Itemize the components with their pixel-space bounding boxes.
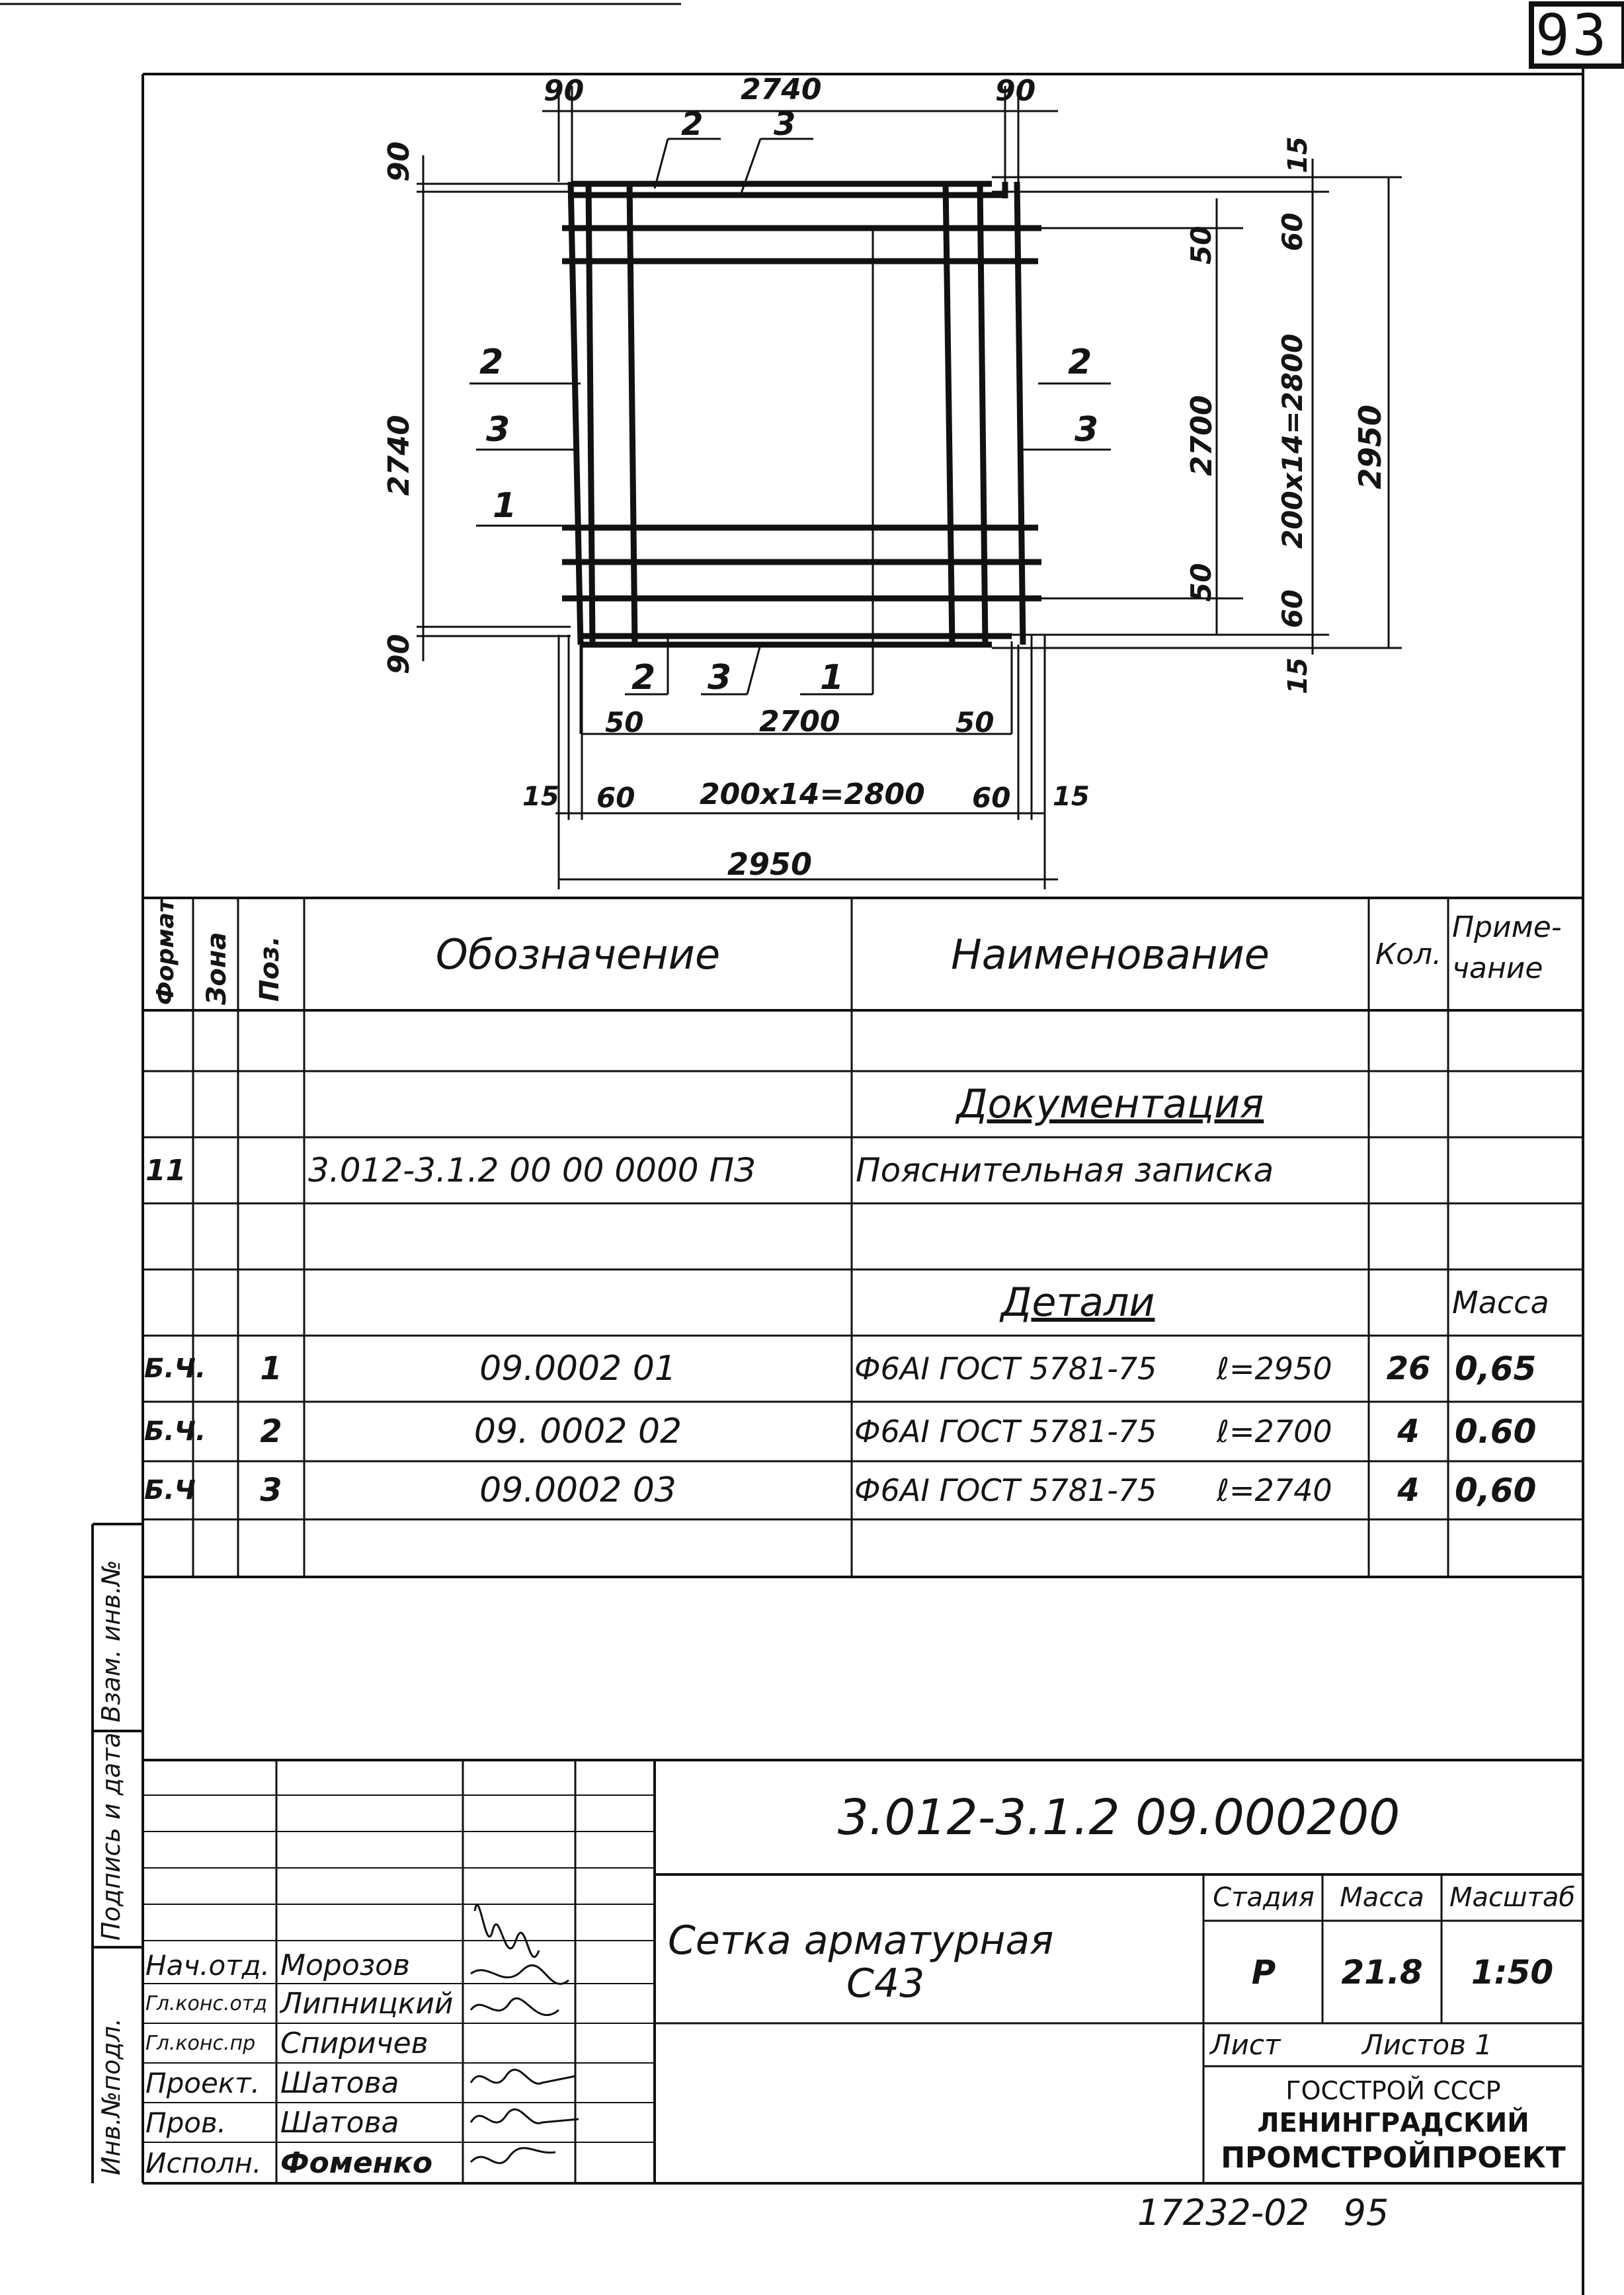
part-row-3-qty: 4: [1397, 1472, 1420, 1509]
part-row-3-pos: 3: [260, 1472, 282, 1509]
org-line-2: ЛЕНИНГРАДСКИЙ: [1257, 2108, 1529, 2138]
part-row-2-mass: 0.60: [1455, 1412, 1537, 1451]
dim-left-bottom-90: 90: [382, 633, 416, 674]
side-stamp-sign-date: Подпись и дата: [97, 1732, 126, 1941]
side-stamp-inv-replace: Взам. инв.№: [97, 1560, 126, 1722]
pos-label-left-1: 1: [493, 486, 517, 526]
person-name-2: Липницкий: [280, 1986, 454, 2021]
part-row-3-length: ℓ=2740: [1217, 1472, 1332, 1508]
part-row-1-qty: 26: [1386, 1350, 1431, 1387]
header-qty: Кол.: [1375, 937, 1442, 971]
part-row-2-name: Ф6АI ГОСТ 5781-75: [854, 1414, 1157, 1449]
dim-right-50-bottom: 50: [1185, 563, 1217, 602]
doc-row-designation: 3.012-3.1.2 00 00 0000 ПЗ: [308, 1151, 756, 1189]
mass-label: Масса: [1340, 1882, 1424, 1913]
part-row-3-format: Б.Ч: [144, 1475, 196, 1506]
pos-label-right-2: 2: [1068, 342, 1092, 382]
person-role-3: Гл.конс.пр: [145, 2031, 256, 2055]
dim-right-2950: 2950: [1352, 404, 1388, 489]
doc-code: 3.012-3.1.2 09.000200: [837, 1789, 1401, 1846]
person-role-4: Проект.: [145, 2066, 260, 2099]
person-role-1: Нач.отд.: [145, 1949, 270, 1982]
person-name-3: Спиричев: [280, 2026, 428, 2060]
dim-right-60-top: 60: [1276, 212, 1309, 251]
dim-top-right-90: 90: [995, 74, 1036, 108]
part-row-2-format: Б.Ч.: [144, 1416, 206, 1447]
part-row-3-designation: 09.0002 03: [479, 1470, 676, 1510]
dim-bottom-50-right: 50: [955, 706, 995, 739]
person-name-5: Шатова: [280, 2105, 399, 2140]
dim-right-pitch: 200x14=2800: [1276, 333, 1309, 549]
part-row-1-length: ℓ=2950: [1217, 1351, 1332, 1387]
pos-label-right-3: 3: [1075, 410, 1099, 450]
header-zone: Зона: [202, 932, 232, 1005]
section-details: Детали: [1000, 1279, 1155, 1326]
doc-row-format: 11: [145, 1153, 186, 1188]
org-line-3: ПРОМСТРОЙПРОЕКТ: [1221, 2141, 1566, 2175]
dim-right-2700: 2700: [1185, 395, 1219, 476]
pos-label-top-2: 2: [681, 106, 704, 143]
title-line-2: С43: [846, 1960, 925, 2007]
part-row-1-format: Б.Ч.: [144, 1353, 206, 1384]
dim-bottom-15-left: 15: [522, 782, 559, 812]
dim-right-15-bottom: 15: [1283, 657, 1313, 694]
header-designation: Обозначение: [435, 930, 721, 979]
org-line-1: ГОССТРОЙ СССР: [1285, 2076, 1501, 2105]
dim-left-2740: 2740: [382, 415, 416, 496]
pos-label-bottom-3: 3: [708, 658, 732, 698]
mass-column-label: Масса: [1452, 1285, 1549, 1320]
part-row-1-mass: 0,65: [1455, 1349, 1537, 1388]
dim-right-15-top: 15: [1283, 136, 1313, 173]
scale-value: 1:50: [1471, 1953, 1554, 1992]
header-name: Наименование: [951, 930, 1270, 979]
dim-bottom-50-left: 50: [605, 706, 644, 739]
dim-right-60-bottom: 60: [1276, 589, 1309, 628]
mass-value: 21.8: [1341, 1953, 1423, 1992]
pos-label-top-3: 3: [774, 106, 796, 143]
header-note: Приме-чание: [1452, 910, 1562, 985]
dim-top-left-90: 90: [544, 74, 585, 108]
doc-row-name: Пояснительная записка: [856, 1151, 1274, 1189]
part-row-1-pos: 1: [260, 1350, 282, 1387]
dim-bottom-pitch: 200x14=2800: [700, 778, 925, 811]
dim-bottom-2700: 2700: [759, 705, 840, 739]
person-name-4: Шатова: [280, 2066, 399, 2100]
dim-bottom-60-left: 60: [596, 782, 635, 814]
part-row-2-length: ℓ=2700: [1217, 1414, 1332, 1449]
pos-label-bottom-1: 1: [820, 658, 844, 698]
sheets-label: Листов 1: [1362, 2029, 1492, 2061]
dim-right-50-top: 50: [1185, 225, 1217, 264]
person-name-6: Фоменко: [280, 2146, 433, 2180]
part-row-3-name: Ф6АI ГОСТ 5781-75: [854, 1472, 1157, 1508]
dim-bottom-15-right: 15: [1053, 782, 1090, 812]
sheet-number: 93: [1535, 3, 1609, 69]
dim-bottom-2950: 2950: [727, 846, 813, 882]
sheet-label: Лист: [1210, 2029, 1281, 2061]
stage-value: Р: [1251, 1953, 1276, 1992]
footer-code: 17232-02 95: [1137, 2192, 1389, 2234]
part-row-1-name: Ф6АI ГОСТ 5781-75: [854, 1351, 1157, 1387]
part-row-2-pos: 2: [260, 1413, 282, 1450]
header-format: Формат: [152, 899, 179, 1005]
pos-label-bottom-2: 2: [631, 658, 656, 698]
side-stamp-inv-orig: Инв.№подл.: [97, 2017, 126, 2175]
pos-label-left-2: 2: [479, 342, 504, 382]
part-row-3-mass: 0,60: [1455, 1471, 1537, 1510]
stage-label: Стадия: [1213, 1882, 1315, 1913]
pos-label-left-3: 3: [486, 410, 510, 450]
person-role-6: Исполн.: [145, 2146, 262, 2179]
scale-label: Масштаб: [1449, 1882, 1576, 1913]
person-name-1: Морозов: [280, 1948, 410, 1982]
person-role-5: Пров.: [145, 2106, 227, 2139]
dim-left-top-90: 90: [382, 141, 416, 182]
part-row-1-designation: 09.0002 01: [479, 1349, 676, 1389]
title-line-1: Сетка арматурная: [668, 1917, 1054, 1964]
dim-bottom-60-right: 60: [972, 782, 1011, 814]
part-row-2-designation: 09. 0002 02: [473, 1412, 682, 1451]
header-pos: Поз.: [255, 936, 285, 1002]
person-role-2: Гл.конс.отд: [145, 1992, 268, 2015]
section-documentation: Документация: [956, 1081, 1264, 1127]
part-row-2-qty: 4: [1397, 1413, 1420, 1450]
dim-top-2740: 2740: [741, 73, 822, 106]
